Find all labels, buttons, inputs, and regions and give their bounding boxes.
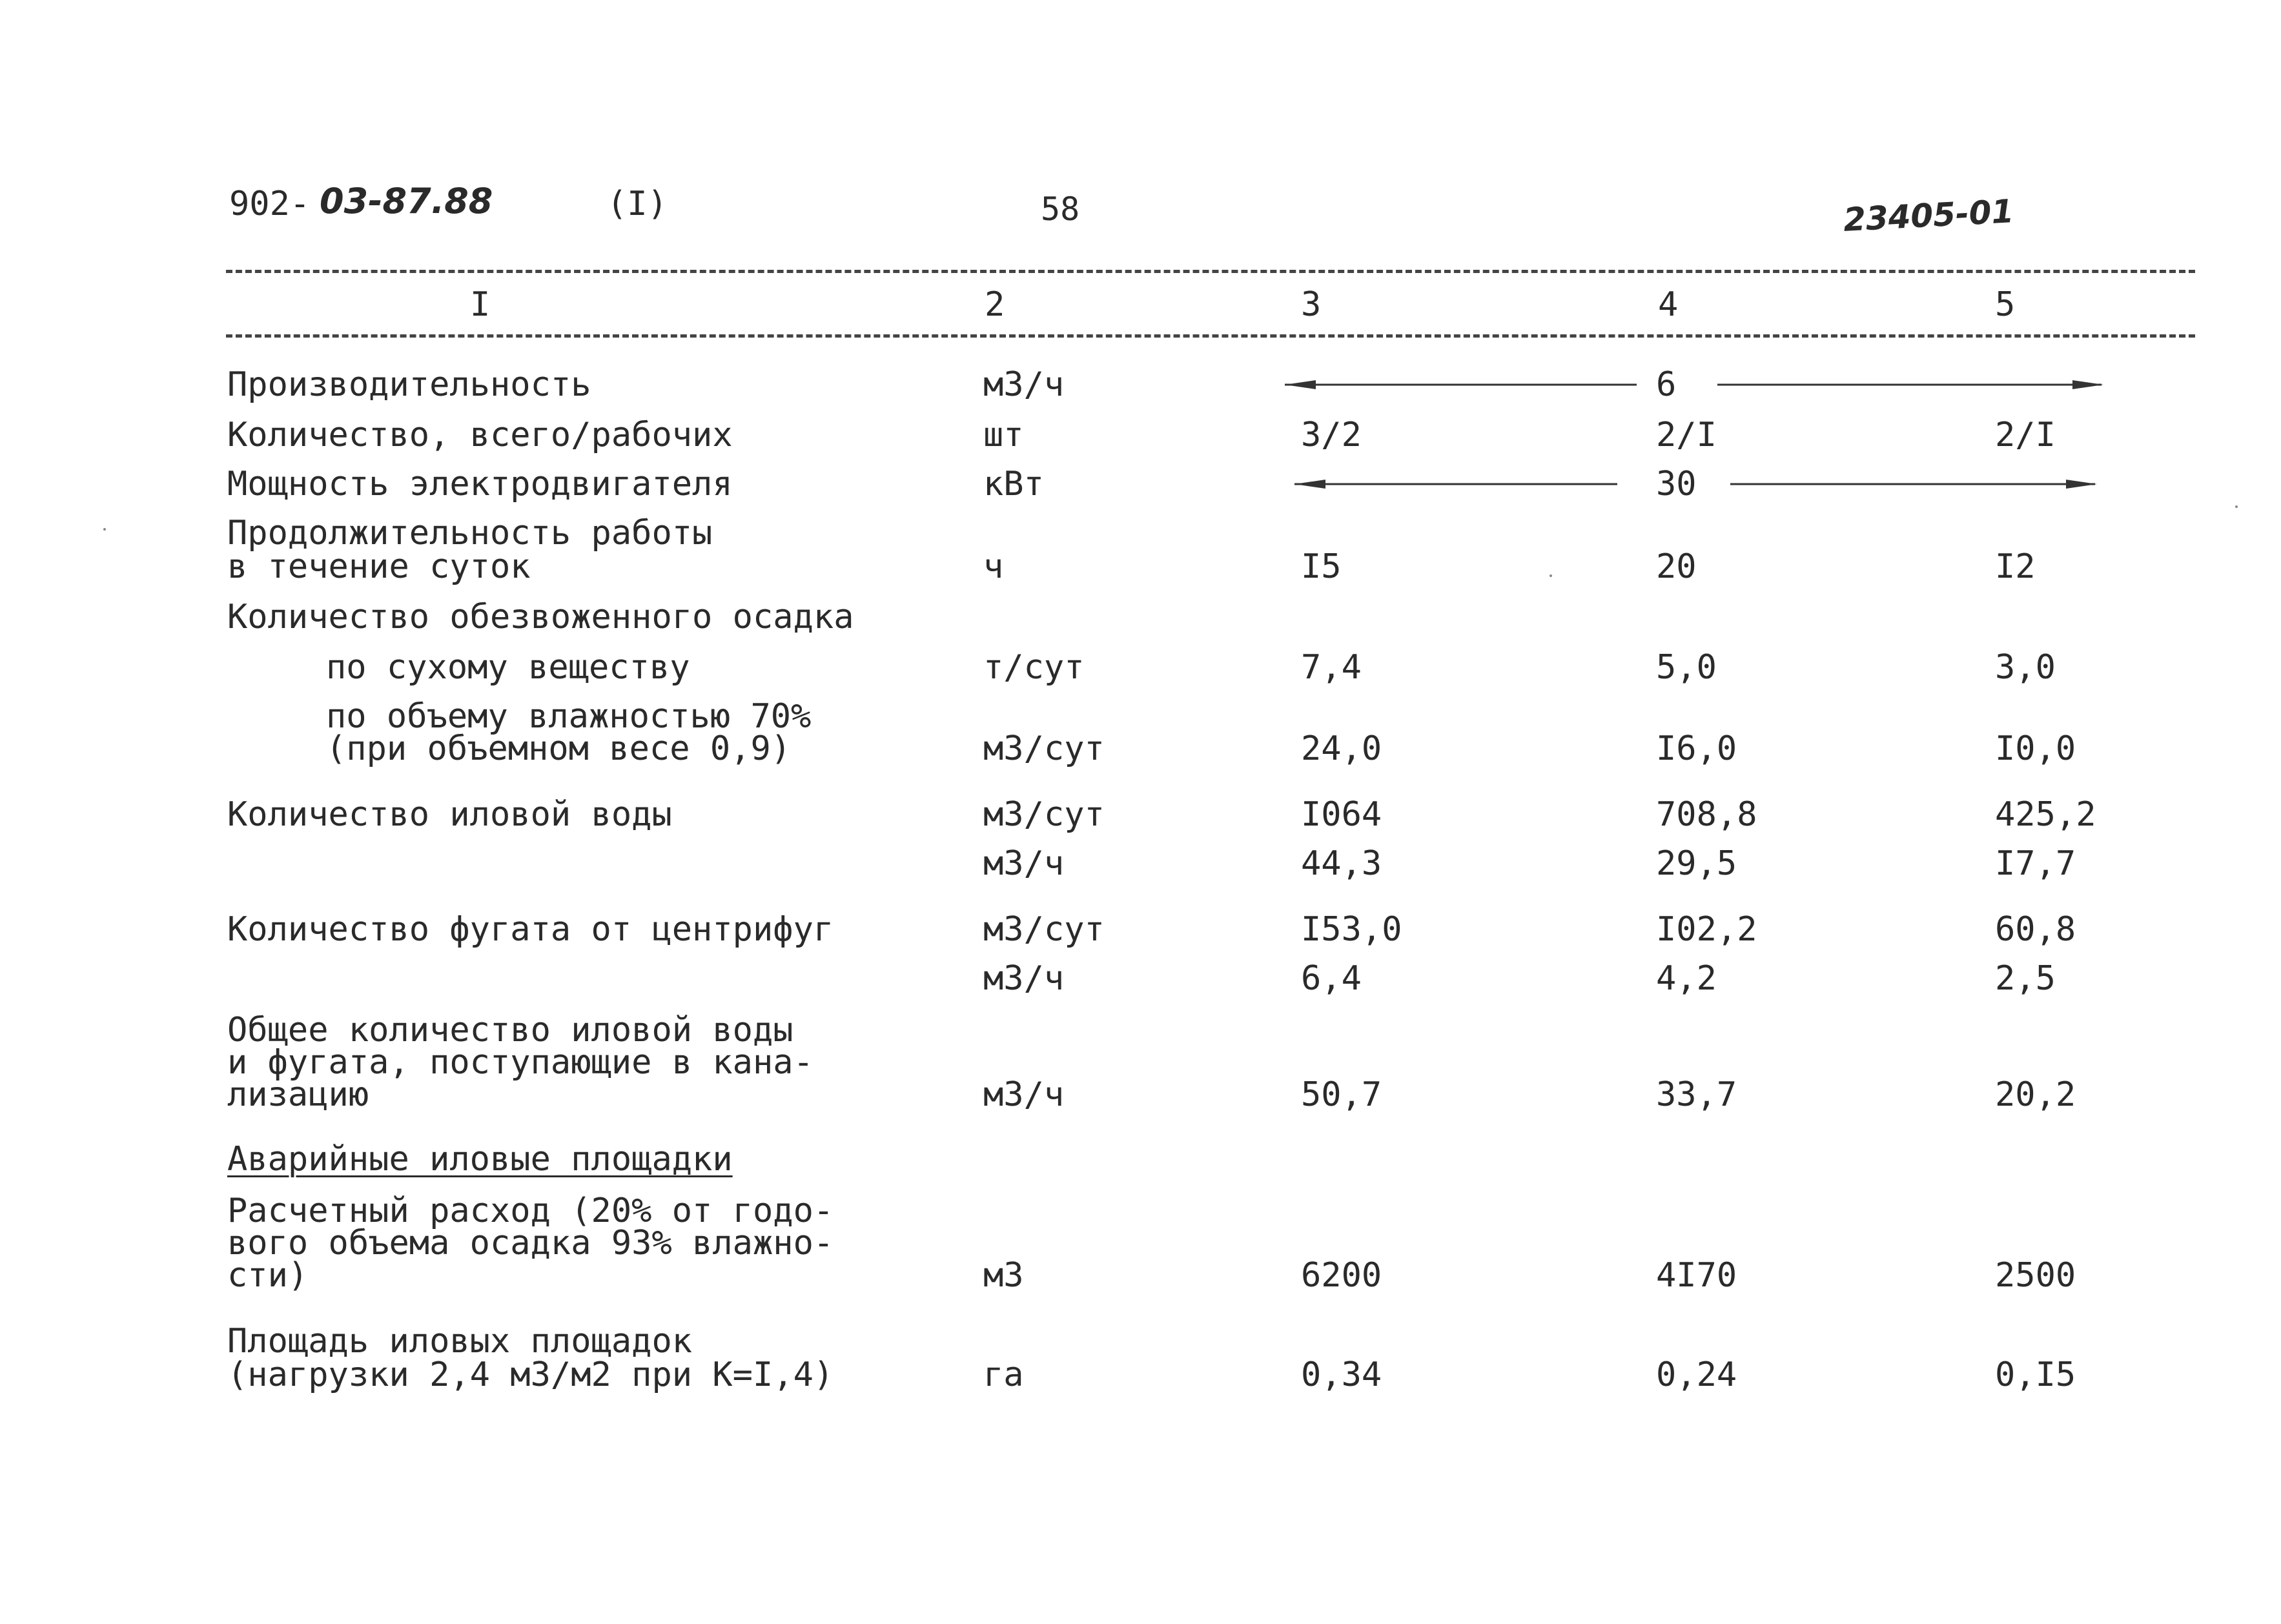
cell-col3: 50,7 (1301, 1075, 1382, 1114)
cell-col5: 425,2 (1995, 795, 2096, 834)
row-unit: кВт (983, 465, 1044, 503)
cell-col3: 3/2 (1301, 416, 1362, 454)
cell-col4: 708,8 (1656, 795, 1757, 834)
row-unit: м3/сут (983, 910, 1105, 949)
cell-col5: I0,0 (1995, 729, 2076, 768)
row-label: Общее количество иловой воды (227, 1011, 793, 1050)
row-label: и фугата, поступающие в кана- (227, 1043, 813, 1082)
cell-col4: 20 (1656, 547, 1697, 586)
row-label: по сухому веществу (326, 648, 690, 687)
section-label: Количество обезвоженного осадка (227, 598, 854, 636)
row-label: (нагрузки 2,4 м3/м2 при К=I,4) (227, 1355, 834, 1394)
row-unit: м3/сут (983, 729, 1105, 768)
row-label: сти) (227, 1256, 309, 1295)
part-number: (I) (607, 185, 668, 223)
cell-col3: 24,0 (1301, 729, 1382, 768)
row-label: Мощность электродвигателя (227, 465, 733, 503)
row-label: Продолжительность работы (227, 514, 713, 553)
row-label: Количество, всего/рабочих (227, 416, 733, 454)
row-unit: м3/ч (983, 959, 1065, 998)
cell-col3: 44,3 (1301, 844, 1382, 883)
cell-col4: 5,0 (1656, 648, 1717, 687)
row-label: Производительность (227, 365, 591, 404)
cell-col5: 20,2 (1995, 1075, 2076, 1114)
row-label: Расчетный расход (20% от годо- (227, 1192, 834, 1230)
doc-code-handwritten: 03-87.88 (320, 181, 493, 221)
row-unit: т/сут (983, 648, 1085, 687)
cell-col4: 4I70 (1656, 1256, 1737, 1295)
row-label: Количество иловой воды (227, 795, 672, 834)
scan-speck (103, 528, 106, 531)
cell-col5: I2 (1995, 547, 2036, 586)
section-heading: Аварийные иловые площадки (227, 1140, 733, 1179)
cell-col4: 33,7 (1656, 1075, 1737, 1114)
col-header-3: 3 (1301, 285, 1322, 324)
left-arrow (1294, 478, 1621, 491)
row-label: по объему влажностью 70% (326, 697, 812, 736)
cell-col3: I064 (1301, 795, 1382, 834)
row-label: лизацию (227, 1075, 369, 1114)
scan-speck (2235, 505, 2238, 508)
col-header-1: I (470, 285, 491, 324)
page-number: 58 (1041, 190, 1080, 228)
col-header-2: 2 (985, 285, 1005, 324)
cell-col5: 60,8 (1995, 910, 2076, 949)
row-unit: м3/ч (983, 1075, 1065, 1114)
cell-col3: 6200 (1301, 1256, 1382, 1295)
cell-col4: 2/I (1656, 416, 1717, 454)
cell-col4: I6,0 (1656, 729, 1737, 768)
row-label: в течение суток (227, 547, 531, 586)
right-arrow (1717, 378, 2105, 391)
left-arrow (1285, 378, 1640, 391)
header-top-rule (226, 270, 2195, 273)
cell-col5: 0,I5 (1995, 1355, 2076, 1394)
cell-col5: 2,5 (1995, 959, 2056, 998)
cell-col3: 7,4 (1301, 648, 1362, 687)
cell-col4: 4,2 (1656, 959, 1717, 998)
row-label: Количество фугата от центрифуг (227, 910, 834, 949)
row-label: Площадь иловых площадок (227, 1322, 693, 1361)
row-label: (при объемном весе 0,9) (326, 729, 792, 768)
cell-col3: I53,0 (1301, 910, 1402, 949)
cell-col4: 0,24 (1656, 1355, 1737, 1394)
right-arrow (1730, 478, 2098, 491)
cell-col5: 2/I (1995, 416, 2056, 454)
cell-col5: I7,7 (1995, 844, 2076, 883)
row-unit: м3/сут (983, 795, 1105, 834)
row-unit: м3/ч (983, 844, 1065, 883)
merged-value: 30 (1656, 465, 1697, 503)
col-header-5: 5 (1995, 285, 2016, 324)
row-unit: ч (983, 547, 1004, 586)
scan-speck (1550, 574, 1552, 577)
header-bottom-rule (226, 334, 2195, 338)
col-header-4: 4 (1658, 285, 1679, 324)
row-unit: м3/ч (983, 365, 1065, 404)
cell-col4: 29,5 (1656, 844, 1737, 883)
cell-col4: I02,2 (1656, 910, 1757, 949)
cell-col5: 3,0 (1995, 648, 2056, 687)
row-unit: шт (983, 416, 1024, 454)
cell-col3: I5 (1301, 547, 1342, 586)
archive-number: 23405-01 (1842, 192, 2015, 239)
cell-col3: 0,34 (1301, 1355, 1382, 1394)
cell-col3: 6,4 (1301, 959, 1362, 998)
row-label: вого объема осадка 93% влажно- (227, 1224, 834, 1263)
row-unit: м3 (983, 1256, 1024, 1295)
row-unit: га (983, 1355, 1024, 1394)
merged-value: 6 (1656, 365, 1677, 404)
cell-col5: 2500 (1995, 1256, 2076, 1295)
doc-prefix: 902- (229, 185, 311, 223)
